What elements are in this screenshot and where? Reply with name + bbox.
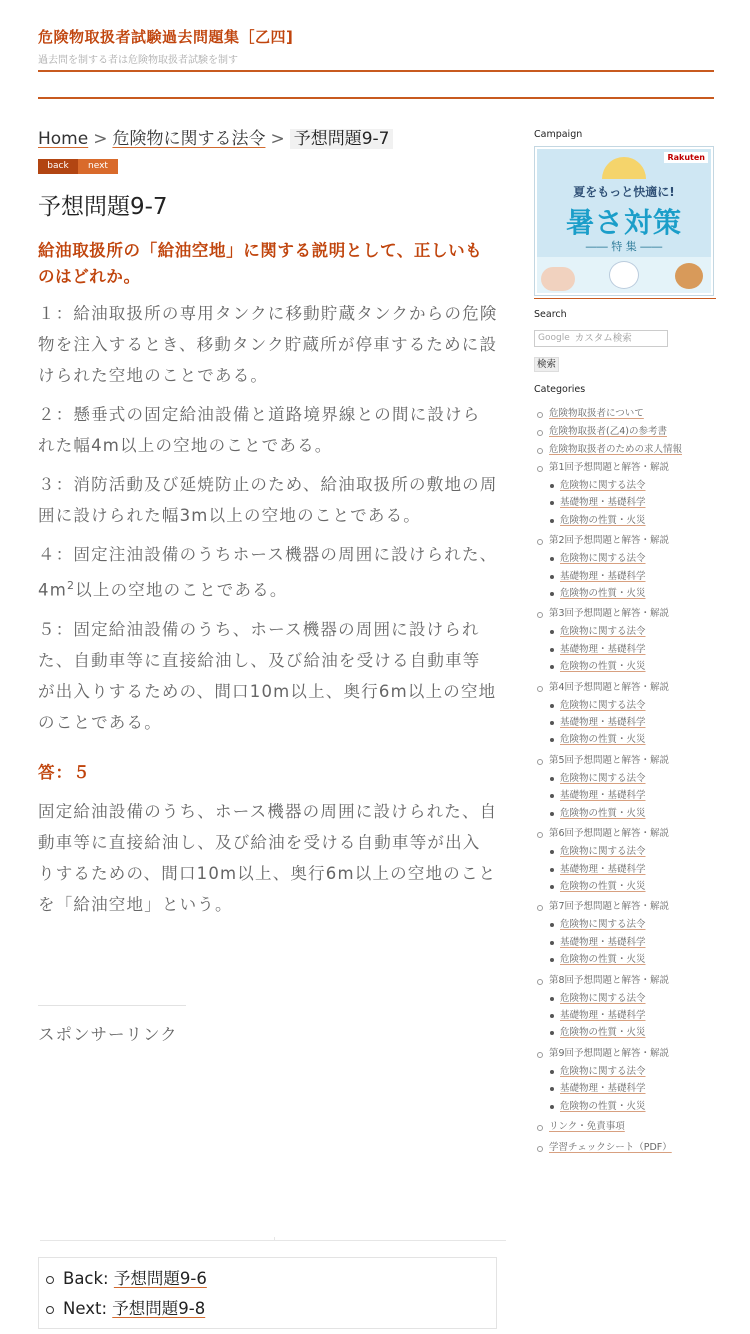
category-round[interactable] — [534, 825, 716, 843]
category-list — [534, 405, 716, 1157]
subcategory-item[interactable] — [534, 568, 716, 585]
category-link[interactable]: リンク・免責事項 — [549, 1120, 625, 1132]
subcategory-item[interactable] — [534, 714, 716, 731]
subcategory-item[interactable] — [534, 878, 716, 895]
question-text: 給油取扱所の「給油空地」に関する説明として、正しいものはどれか。 — [38, 241, 483, 286]
subcategory-item[interactable] — [534, 1007, 716, 1024]
round-link[interactable]: 第4回予想問題と解答・解説 — [549, 681, 670, 693]
subcategory-item[interactable] — [534, 585, 716, 602]
dog-illustration — [675, 263, 703, 289]
round-link[interactable]: 第1回予想問題と解答・解説 — [549, 462, 670, 473]
subcategory-link[interactable]: 危険物の性質・火災 — [560, 954, 646, 966]
subcategory-link[interactable]: 危険物の性質・火災 — [560, 1027, 646, 1039]
sponsor-divider — [38, 1005, 186, 1006]
choice-1: １：給油取扱所の専用タンクに移動貯蔵タンクからの危険物を注入するとき、移動タンク貯蔵所が停車するために設けられた空地のことである。 — [38, 304, 498, 385]
page-title: 予想問題9-7 — [38, 194, 168, 220]
search-input[interactable] — [534, 330, 668, 347]
category-round[interactable] — [534, 459, 716, 477]
subcategory-link[interactable]: 基礎物理・基礎科学 — [560, 936, 646, 948]
breadcrumb-separator: > — [93, 129, 108, 149]
next-button[interactable]: next — [78, 159, 118, 174]
subcategory-link[interactable]: 危険物に関する法令 — [560, 992, 646, 1004]
sun-illustration — [602, 157, 646, 179]
category-link[interactable]: 危険物取扱者のための求人情報 — [549, 444, 683, 455]
category-item[interactable] — [534, 405, 716, 423]
subcategory-item[interactable] — [534, 623, 716, 640]
breadcrumb-home[interactable]: Home — [38, 129, 89, 149]
divider-notch — [274, 1237, 275, 1241]
banner-footer — [537, 257, 711, 293]
category-item[interactable] — [534, 1139, 716, 1157]
subcategory-link[interactable]: 基礎物理・基礎科学 — [560, 717, 646, 729]
choice-4-text: ４：固定注油設備のうちホース機器の周囲に設けられた、4m — [38, 545, 498, 600]
sponsor-label: スポンサーリンク — [38, 1025, 178, 1044]
subcategory-link[interactable]: 危険物に関する法令 — [560, 626, 646, 638]
post-nav-back-label: Back: — [63, 1269, 109, 1288]
breadcrumb-separator: > — [270, 129, 285, 149]
campaign-title: Campaign — [534, 129, 583, 140]
search-placeholder: カスタム検索 — [574, 333, 632, 344]
subcategory-link[interactable]: 基礎物理・基礎科学 — [560, 643, 646, 655]
category-link[interactable]: 学習チェックシート（PDF） — [549, 1141, 672, 1153]
subcategory-item[interactable] — [534, 1063, 716, 1080]
answer-explanation: 固定給油設備のうち、ホース機器の周囲に設けられた、自動車等に直接給油し、及び給油を受ける自動車等が出入りするための、間口10m以上、奥行6m以上の空地のことを「給油空地」という。 — [38, 801, 498, 914]
subcategory-link[interactable]: 危険物に関する法令 — [560, 846, 646, 858]
campaign-banner[interactable] — [534, 146, 714, 296]
post-nav-next-link[interactable]: 予想問題9-8 — [112, 1299, 206, 1318]
subcategory-item[interactable] — [534, 477, 716, 494]
subcategory-item[interactable] — [534, 787, 716, 804]
choice-4 — [38, 539, 498, 606]
subcategory-link[interactable]: 基礎物理・基礎科学 — [560, 1009, 646, 1021]
subcategory-link[interactable]: 基礎物理・基礎科学 — [560, 1083, 646, 1095]
post-nav-back-link[interactable]: 予想問題9-6 — [113, 1269, 207, 1288]
subcategory-item[interactable] — [534, 770, 716, 787]
category-item[interactable] — [534, 423, 716, 441]
breadcrumb-category[interactable]: 危険物に関する法令 — [112, 129, 266, 149]
subcategory-link[interactable]: 基礎物理・基礎科学 — [560, 863, 646, 875]
banner-title: 暑さ対策 — [565, 206, 682, 239]
category-round[interactable] — [534, 752, 716, 770]
category-round[interactable] — [534, 532, 716, 550]
subcategory-link[interactable]: 基礎物理・基礎科学 — [560, 497, 646, 509]
subcategory-link[interactable]: 基礎物理・基礎科学 — [560, 570, 646, 582]
subcategory-link[interactable]: 危険物に関する法令 — [560, 699, 646, 711]
search-button[interactable]: 検索 — [534, 357, 559, 372]
round-link[interactable]: 第7回予想問題と解答・解説 — [549, 901, 670, 913]
subcategory-item[interactable] — [534, 916, 716, 933]
subcategory-link[interactable]: 危険物に関する法令 — [560, 553, 646, 565]
subcategory-link[interactable]: 基礎物理・基礎科学 — [560, 790, 646, 802]
choice-5: ５：固定給油設備のうち、ホース機器の周囲に設けられた、自動車等に直接給油し、及び給油を受ける自動車等が出入りするための、間口10m以上、奥行6m以上の空地のことである。 — [38, 619, 497, 732]
subcategory-link[interactable]: 危険物の性質・火災 — [560, 588, 646, 600]
breadcrumb-current: 予想問題9-7 — [290, 129, 394, 149]
banner-image[interactable] — [537, 149, 711, 293]
categories-title: Categories — [534, 384, 586, 395]
subcategory-link[interactable]: 危険物の性質・火災 — [560, 514, 646, 526]
round-link[interactable]: 第2回予想問題と解答・解説 — [549, 535, 670, 547]
category-round[interactable] — [534, 605, 716, 623]
subcategory-item[interactable] — [534, 990, 716, 1007]
subcategory-link[interactable]: 危険物の性質・火災 — [560, 880, 646, 892]
nav-divider — [38, 97, 714, 99]
subcategory-link[interactable]: 危険物に関する法令 — [560, 480, 646, 491]
subcategory-item[interactable] — [534, 494, 716, 511]
subcategory-link[interactable]: 危険物の性質・火災 — [560, 1100, 646, 1112]
subcategory-item[interactable] — [534, 951, 716, 968]
category-link[interactable]: 危険物取扱者(乙4)の参考書 — [549, 426, 667, 437]
subcategory-link[interactable]: 危険物に関する法令 — [560, 1065, 646, 1077]
round-link[interactable]: 第8回予想問題と解答・解説 — [549, 974, 670, 986]
category-round[interactable] — [534, 972, 716, 990]
choice-4-superscript: 2 — [66, 579, 76, 592]
subcategory-item[interactable] — [534, 658, 716, 675]
subcategory-link[interactable]: 危険物の性質・火災 — [560, 734, 646, 746]
round-link[interactable]: 第3回予想問題と解答・解説 — [549, 608, 670, 620]
subcategory-item[interactable] — [534, 731, 716, 748]
site-tagline: 過去問を制する者は危険物取扱者試験を制す — [38, 55, 238, 66]
bear-illustration — [609, 261, 639, 289]
subcategory-item[interactable] — [534, 934, 716, 951]
subcategory-item[interactable] — [534, 1098, 716, 1115]
round-link[interactable]: 第6回予想問題と解答・解説 — [549, 828, 670, 840]
person-illustration — [541, 267, 575, 291]
sidebar — [534, 128, 716, 1157]
post-nav-next — [63, 1294, 496, 1324]
footer-divider — [40, 1240, 506, 1241]
category-round[interactable] — [534, 679, 716, 697]
header-divider — [38, 70, 714, 72]
subcategory-item[interactable] — [534, 805, 716, 822]
post-nav-next-label: Next: — [63, 1299, 107, 1318]
subcategory-item[interactable] — [534, 512, 716, 529]
subcategory-item[interactable] — [534, 550, 716, 567]
pager-buttons — [38, 159, 498, 174]
category-item[interactable] — [534, 1118, 716, 1136]
subcategory-item[interactable] — [534, 1080, 716, 1097]
category-round[interactable] — [534, 1045, 716, 1063]
choice-2: ２：懸垂式の固定給油設備と道路境界線との間に設けられた幅4m以上の空地のことである。 — [38, 405, 481, 455]
subcategory-link[interactable]: 危険物の性質・火災 — [560, 661, 646, 673]
answer-label: 答：５ — [38, 762, 91, 782]
category-round[interactable] — [534, 898, 716, 916]
subcategory-link[interactable]: 危険物に関する法令 — [560, 772, 646, 784]
subcategory-link[interactable]: 危険物に関する法令 — [560, 919, 646, 931]
choice-4-text-end: 以上の空地のことである。 — [75, 580, 288, 600]
rakuten-logo: Rakuten — [664, 152, 708, 163]
subcategory-item[interactable] — [534, 697, 716, 714]
subcategory-item[interactable] — [534, 843, 716, 860]
category-link[interactable]: 危険物取扱者について — [549, 408, 644, 419]
breadcrumb — [38, 126, 498, 152]
google-logo: Google — [538, 333, 570, 343]
subcategory-item[interactable] — [534, 861, 716, 878]
post-nav-back — [63, 1264, 496, 1294]
category-item[interactable] — [534, 441, 716, 459]
subcategory-item[interactable] — [534, 1024, 716, 1041]
round-link[interactable]: 第5回予想問題と解答・解説 — [549, 754, 670, 766]
banner-subtitle: 夏をもっと快適に! — [573, 185, 675, 199]
search-title: Search — [534, 309, 567, 320]
choice-3: ３：消防活動及び延焼防止のため、給油取扱所の敷地の周囲に設けられた幅3m以上の空地のことである。 — [38, 475, 498, 525]
sidebar-divider — [534, 298, 716, 299]
banner-feature-label: ―― 特 集 ―― — [585, 240, 663, 253]
post-navigation — [38, 1257, 497, 1329]
round-link[interactable]: 第9回予想問題と解答・解説 — [549, 1047, 670, 1059]
subcategory-link[interactable]: 危険物の性質・火災 — [560, 807, 646, 819]
back-button[interactable]: back — [38, 159, 78, 174]
subcategory-item[interactable] — [534, 641, 716, 658]
site-title[interactable]: 危険物取扱者試験過去問題集［乙四] — [38, 28, 294, 46]
main-content — [38, 126, 498, 920]
